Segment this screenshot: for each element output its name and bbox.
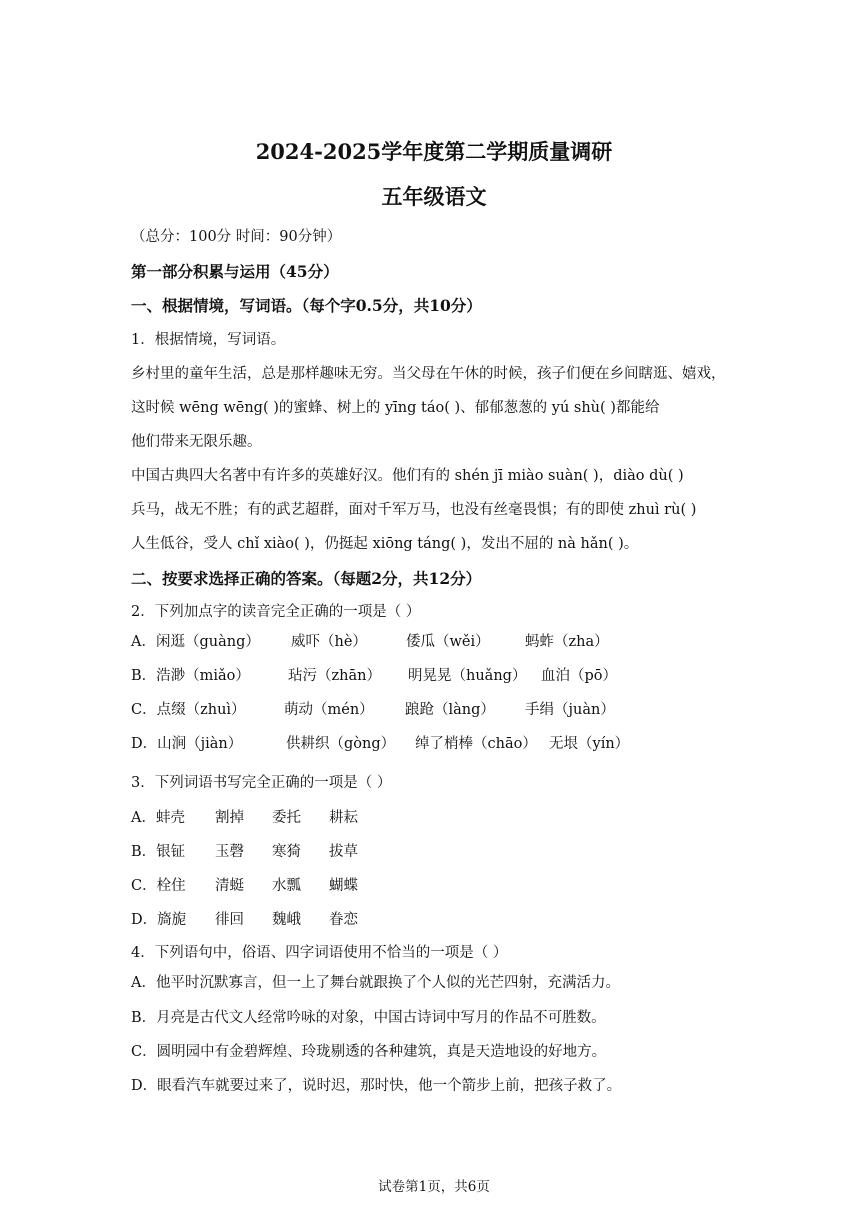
q4-option-a: A．他平时沉默寡言，但一上了舞台就跟换了个人似的光芒四射，充满活力。 — [131, 975, 620, 991]
q3-option-c-4: 蝴蝶 — [329, 878, 358, 894]
q4-option-c: C．圆明园中有金碧辉煌、玲珑剔透的各种建筑，真是天造地设的好地方。 — [131, 1044, 607, 1060]
q2-option-a-1: A．闲逛（guàng） — [131, 634, 260, 650]
q3-option-c-1: C．栓住 — [131, 878, 186, 894]
q4-option-b: B．月亮是古代文人经常吟咏的对象，中国古诗词中写月的作品不可胜数。 — [131, 1010, 606, 1026]
question-2-stem: 2．下列加点字的读音完全正确的一项是（ ） — [131, 604, 421, 620]
q3-option-d-2: 徘回 — [215, 912, 244, 928]
q3-option-c-2: 清蜓 — [215, 878, 244, 894]
q3-option-b-2: 玉磬 — [215, 844, 244, 860]
q3-option-a-2: 割掉 — [215, 810, 244, 826]
page-footer: 试卷第1页，共6页 — [378, 1179, 490, 1195]
q2-option-a-4: 蚂蚱（zha） — [525, 634, 609, 650]
q3-option-b-3: 寒猗 — [272, 844, 301, 860]
q2-option-b-2: 玷污（zhān） — [288, 668, 381, 684]
q3-option-a-3: 委托 — [272, 810, 301, 826]
q2-option-a-2: 威吓（hè） — [291, 634, 367, 650]
passage-1-line-1: 乡村里的童年生活，总是那样趣味无穷。当父母在午休的时候，孩子们便在乡间瞎逛、嬉戏， — [131, 366, 726, 382]
q3-option-b-4: 拔草 — [329, 844, 358, 860]
passage-1-line-3: 他们带来无限乐趣。 — [131, 434, 262, 450]
question-1-stem: 1．根据情境，写词语。 — [131, 332, 286, 348]
q3-option-a-4: 耕耘 — [329, 810, 358, 826]
passage-2-line-1: 中国古典四大名著中有许多的英雄好汉。他们有的 shén jī miào suàn( )，diào dù( ) — [131, 468, 684, 484]
q2-option-c-3: 踉跄（làng） — [405, 702, 495, 718]
section2-heading: 二、按要求选择正确的答案。（每题2分，共12分） — [131, 569, 482, 588]
q2-option-c-1: C．点缀（zhuì） — [131, 702, 246, 718]
q2-option-b-4: 血泊（pō） — [541, 668, 618, 684]
section1-heading: 一、根据情境，写词语。（每个字0.5分，共10分） — [131, 296, 482, 315]
q2-option-d-1: D．山涧（jiàn） — [131, 736, 243, 752]
q3-option-d-4: 眷恋 — [329, 912, 358, 928]
q2-option-b-1: B．浩渺（miǎo） — [131, 668, 250, 684]
q2-option-d-2: 供耕织（gòng） — [286, 736, 396, 752]
question-3-stem: 3．下列词语书写完全正确的一项是（ ） — [131, 775, 392, 791]
passage-2-line-2: 兵马，战无不胜；有的武艺超群，面对千军万马，也没有丝毫畏惧；有的即使 zhuì rù( ) — [131, 502, 697, 518]
passage-1-line-2: 这时候 wēng wēng( )的蜜蜂、树上的 yīng táo( )、郁郁葱葱的 yú shù( )都能给 — [131, 400, 660, 416]
exam-title: 2024-2025学年度第二学期质量调研 — [255, 139, 613, 164]
q2-option-d-3: 绰了梢棒（chāo） — [415, 736, 537, 752]
exam-info: （总分：100分 时间：90分钟） — [131, 229, 342, 245]
question-4-stem: 4．下列语句中，俗语、四字词语使用不恰当的一项是（ ） — [131, 945, 508, 961]
q4-option-d: D．眼看汽车就要过来了，说时迟，那时快，他一个箭步上前，把孩子救了。 — [131, 1078, 622, 1094]
passage-2-line-3: 人生低谷，受人 chǐ xiào( )，仍挺起 xiōng táng( )，发出不屈的 nà hǎn( )。 — [131, 536, 639, 552]
q2-option-b-3: 明晃晃（huǎng） — [408, 668, 527, 684]
q3-option-c-3: 水瓢 — [272, 878, 301, 894]
q3-option-d-3: 魏峨 — [272, 912, 301, 928]
q2-option-d-4: 无垠（yín） — [549, 736, 630, 752]
part1-heading: 第一部分积累与运用（45分） — [131, 262, 339, 281]
q3-option-a-1: A．蚌壳 — [131, 810, 185, 826]
q3-option-b-1: B．银钲 — [131, 844, 186, 860]
q2-option-c-2: 萌动（mén） — [284, 702, 374, 718]
q3-option-d-1: D．旖旎 — [131, 912, 187, 928]
q2-option-c-4: 手绢（juàn） — [525, 702, 615, 718]
exam-subtitle: 五年级语文 — [381, 184, 487, 209]
q2-option-a-3: 倭瓜（wěi） — [406, 634, 490, 650]
